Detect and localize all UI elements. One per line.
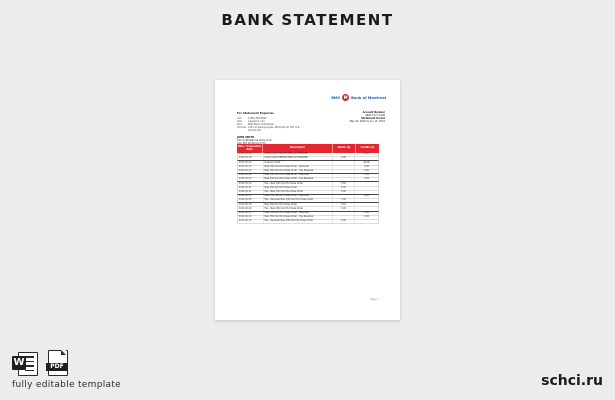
date-cell: 2022-06-03 [238,195,264,198]
date-cell: 2022-05-30 [238,182,264,185]
debit-cell: 0.00 [333,191,356,194]
customer-address-line1: 102 Cobblestone Drive Unit [237,139,272,143]
credit-cell [355,157,378,160]
description-cell: Fee - Reversal New QW Card Purchase Order [264,199,333,202]
page-title: BANK STATEMENT [221,11,394,29]
pdf-icon-label: PDF [46,363,68,371]
enquiry-value: www.bmo.com [248,119,265,123]
debit-cell: 0.00 [333,207,356,210]
enquiry-key [237,129,248,132]
credit-cell: 0.50 [364,215,370,219]
enquiry-value: 1-800-363-9992 [248,116,267,120]
date-cell: 2022-06-15 [238,220,264,223]
account-info [345,111,385,123]
debit-cell: 3.50 [333,187,356,190]
credit-cell: 0.00 [364,152,370,156]
bank-name: Bank of Montreal [351,95,386,100]
description-cell: New QW Card Purchase Order - Reversal [264,166,333,169]
credit-cell: 7.00 [364,173,370,177]
description-cell: Fee - New QW Card Purchase Order [264,191,333,194]
enquiry-row [237,129,332,132]
debit-cell [333,212,356,215]
date-cell: 2022-06-14 [238,216,264,219]
credit-cell [355,220,378,223]
date-cell: 2022-06-13 [238,212,264,215]
credit-cell [355,187,378,190]
template-caption: fully editable template [12,380,121,390]
credit-cell: 3.00 [364,210,370,214]
debit-cell: 3.50 [333,199,356,202]
debit-cell [333,170,356,173]
date-cell: 2022-06-01 [238,191,264,194]
header-debit: Debits ($) [333,144,356,153]
description-cell: Original Credit [264,161,333,164]
date-cell: 2022-06-06 [238,199,264,202]
header-credit: Credits ($) [360,146,375,150]
description-cell: New QW Card Purchase Order [264,203,333,206]
credit-cell [355,199,378,202]
debit-cell: 0.00 [333,220,356,223]
enquiries-title: For Statement Enquiries [237,111,274,115]
credit-cell: 0.00 [364,164,370,168]
date-cell: 2022-06-08 [238,203,264,206]
enquiry-value: BMO Bank of Montreal [248,122,274,126]
debit-cell [333,161,356,164]
debit-cell [333,178,356,181]
credit-cell: 0.00 [364,177,370,181]
statement-period-label: Statement Period [361,117,385,120]
statement-document [215,80,400,320]
description-cell: New QW Card Purchase Order - Reversal [264,212,333,215]
table-header [237,144,379,153]
description-cell: New QW Card Purchase Order - Reversal [264,195,333,198]
description-cell: New QW Card Purchase Order - Fee Reversal [264,216,333,219]
credit-cell [355,203,378,206]
date-cell: 2022-05-31 [238,187,264,190]
enquiry-value: 129 rue Saint-Jacques, Montréal QC H2Y 1L6 [248,125,300,129]
description-cell: New QW Card Purchase Order [264,187,333,190]
table-row [237,220,379,224]
credit-cell: 0.00 [364,194,370,198]
page-number: Page 1 [370,298,378,301]
debit-cell [333,166,356,169]
date-cell: 2022-05-24 [238,170,264,173]
date-cell: 2022-05-26 [238,174,264,177]
date-cell: 2022-05-18 [238,157,264,160]
header-description: Description [263,144,333,153]
date-cell: 2022-05-27 [238,178,264,181]
enquiries-block [237,111,332,132]
account-number: 4600 1177 2208 [365,114,385,117]
description-cell: New QW Card Purchase Order - Fee Reversal [264,178,333,181]
customer-name: JOHN SMITH [237,136,255,139]
description-cell: New QW Card Purchase Order - Reversal [264,174,333,177]
description-cell: Fee - New QW Card Purchase Order [264,182,333,185]
description-cell: Fee - New QW Card Purchase Order [264,207,333,210]
enquiry-key: Call [237,116,242,120]
date-cell: 2022-05-23 [238,166,264,169]
credit-cell: $0.00 [363,160,370,164]
description-cell: CASH CARD DEPOSIT/PRE-AUTHORIZED [264,153,333,156]
debit-cell: 3.50 [333,182,356,185]
date-cell: 2022-05-16 [238,153,264,156]
description-cell: New QW Card Purchase Order - Fee Reversal [264,170,333,173]
debit-cell [333,174,356,177]
date-cell: 2022-05-20 [238,161,264,164]
transactions-table [237,144,379,224]
word-icon [12,350,38,376]
description-cell: CASH CARD DEPOSIT/PRE-AUTHORIZED [264,157,333,160]
enquiry-key: Mail [237,122,242,126]
enquiry-value: Toronto ON [248,128,261,132]
credit-cell [355,182,378,185]
header-date: Date / Transaction Date [237,144,263,153]
debit-cell: 0.00 [333,157,356,160]
debit-cell: 3.50 [333,203,356,206]
description-cell: Fee - Reversal New QW Card Purchase Order [264,220,333,223]
account-number-label: Account Number [362,111,385,114]
bank-logo-short: BMO [331,95,341,100]
credit-cell: 0.00 [364,169,370,173]
bank-roundel-icon: M [343,95,348,100]
pdf-icon [46,350,68,376]
word-icon-letter: W [13,357,25,368]
date-cell: 2022-06-09 [238,207,264,210]
statement-period: May 16, 2022 to Jun 15, 2022 [349,120,385,123]
site-watermark: schci.ru [541,373,603,389]
enquiry-key: Web [237,119,243,123]
bank-logo [331,94,386,101]
format-icons [12,350,68,376]
enquiry-key: Address [237,125,247,129]
